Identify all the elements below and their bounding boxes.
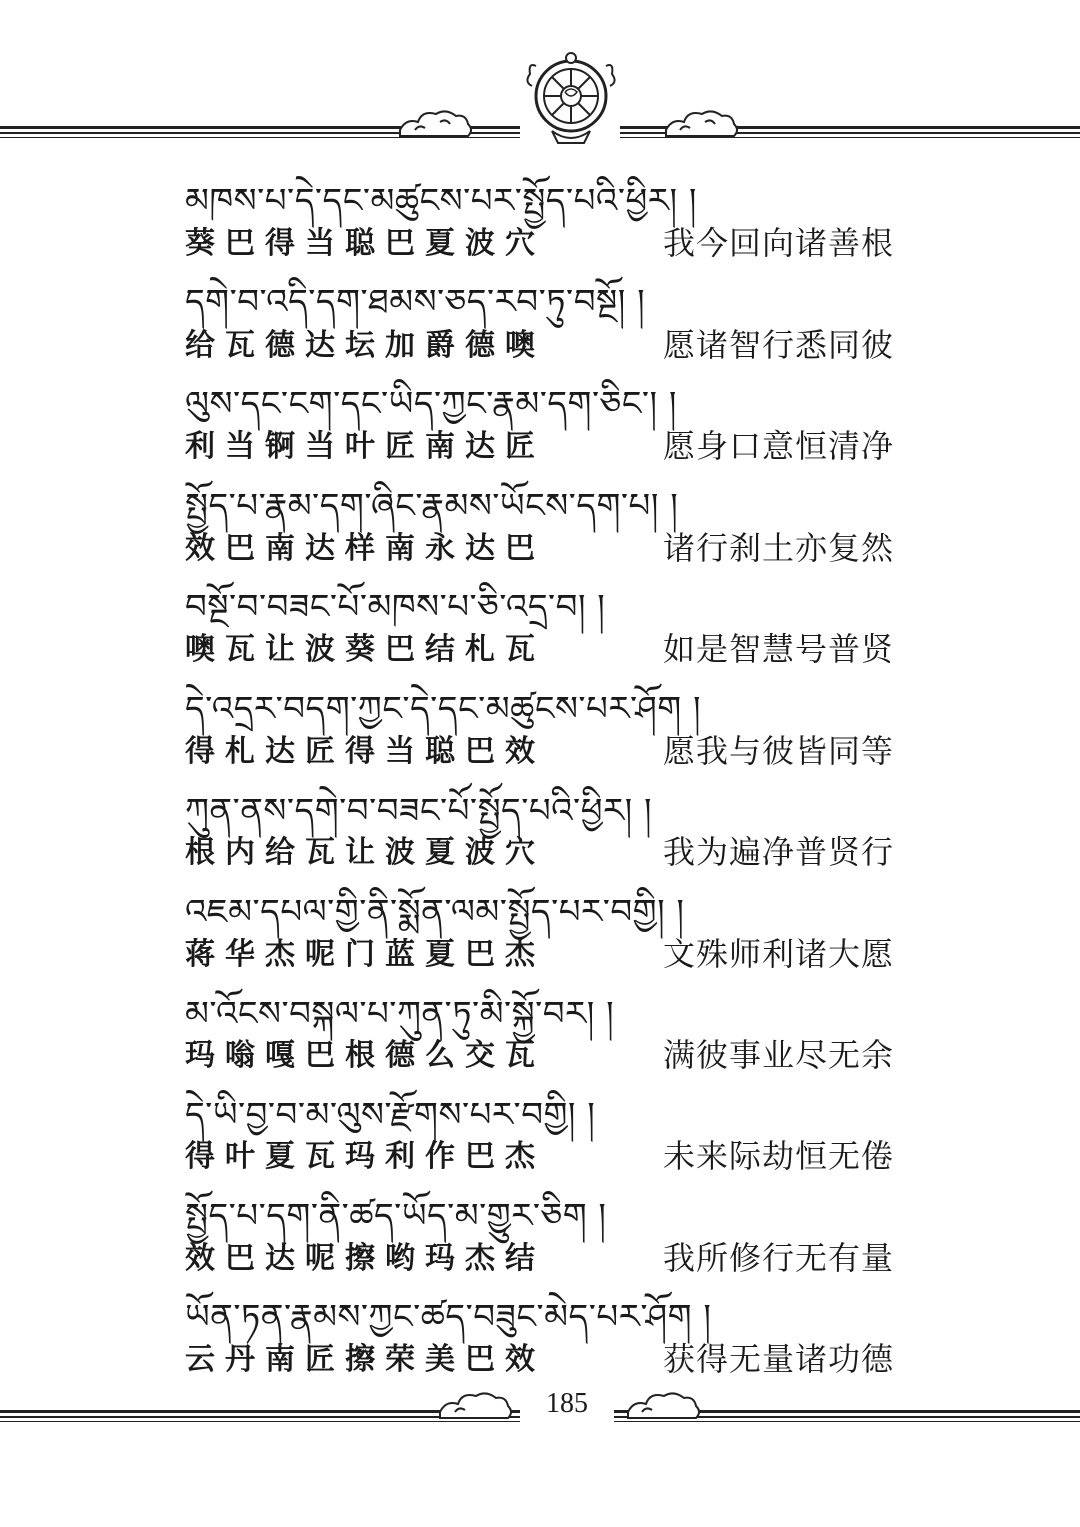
chinese-translation: 愿身口意恒清净 bbox=[663, 427, 895, 465]
transliteration-line: 给瓦德达坛加爵德噢 bbox=[185, 328, 545, 363]
tibetan-line: ཀུན་ནས་དགེ་བ་བཟང་པོ་སྤྱོད་པའི་ཕྱིར། ། bbox=[185, 791, 653, 831]
tibetan-line: མཁས་པ་དེ་དང་མཚུངས་པར་སྤྱོད་པའི་ཕྱིར། ། bbox=[185, 181, 697, 221]
tibetan-line: ཡོན་ཏན་རྣམས་ཀྱང་ཚད་བཟུང་མེད་པར་ཤོག ། bbox=[185, 1297, 712, 1337]
chinese-translation: 获得无量诸功德 bbox=[663, 1340, 895, 1378]
chinese-translation: 满彼事业尽无余 bbox=[663, 1036, 895, 1074]
chinese-translation: 愿我与彼皆同等 bbox=[663, 732, 895, 770]
header-ornament bbox=[0, 48, 1080, 148]
tibetan-line: དེ་འདྲར་བདག་ཀྱང་དེ་དང་མཚུངས་པར་ཤོག ། bbox=[185, 689, 702, 729]
tibetan-line: བསྔོ་བ་བཟང་པོ་མཁས་པ་ཅི་འདྲ་བ། ། bbox=[185, 587, 606, 627]
transliteration-line: 根内给瓦让波夏波穴 bbox=[185, 835, 545, 870]
cloud-left-icon bbox=[440, 1393, 511, 1418]
transliteration-line: 得札达匠得当聪巴效 bbox=[185, 734, 545, 769]
cloud-right-icon bbox=[628, 1393, 699, 1418]
transliteration-line: 效巴达呢擦哟玛杰结 bbox=[185, 1241, 545, 1276]
transliteration-line: 云丹南匠擦荣美巴效 bbox=[185, 1342, 545, 1377]
tibetan-line: དེ་ཡི་བྱ་བ་མ་ལུས་རྫོགས་པར་བགྱི། ། bbox=[185, 1095, 596, 1135]
tibetan-line: སྤྱོད་པ་དག་ནི་ཚད་ཡོད་མ་གྱུར་ཅིག ། bbox=[185, 1196, 607, 1236]
tibetan-line: འཇམ་དཔལ་གྱི་ནི་སྨོན་ལམ་སྤྱོད་པར་བགྱི། ། bbox=[185, 892, 685, 932]
tibetan-line: མ་འོངས་བསྐལ་པ་ཀུན་ཏུ་མི་སྐྱོ་བར། ། bbox=[185, 994, 615, 1034]
transliteration-line: 蒋华杰呢门蓝夏巴杰 bbox=[185, 937, 545, 972]
chinese-translation: 如是智慧号普贤 bbox=[663, 630, 895, 668]
transliteration-line: 效巴南达样南永达巴 bbox=[185, 531, 545, 566]
chinese-translation: 文殊师利诸大愿 bbox=[663, 935, 895, 973]
chinese-translation: 我今回向诸善根 bbox=[663, 224, 895, 262]
chinese-translation: 未来际劫恒无倦 bbox=[663, 1137, 895, 1175]
tibetan-line: དགེ་བ་འདི་དག་ཐམས་ཅད་རབ་ཏུ་བསྔོ། ། bbox=[185, 282, 646, 322]
chinese-translation: 我所修行无有量 bbox=[663, 1239, 895, 1277]
transliteration-line: 得叶夏瓦玛利作巴杰 bbox=[185, 1139, 545, 1174]
transliteration-line: 葵巴得当聪巴夏波穴 bbox=[185, 226, 545, 261]
transliteration-line: 噢瓦让波葵巴结札瓦 bbox=[185, 632, 545, 667]
cloud-left-icon bbox=[400, 111, 471, 136]
transliteration-line: 利当锕当叶匠南达匠 bbox=[185, 429, 545, 464]
transliteration-line: 玛嗡嘎巴根德么交瓦 bbox=[185, 1038, 545, 1073]
chinese-translation: 诸行刹土亦复然 bbox=[663, 529, 895, 567]
tibetan-line: ལུས་དང་ངག་དང་ཡིད་ཀྱང་རྣམ་དག་ཅིང་། ། bbox=[185, 384, 677, 424]
chinese-translation: 我为遍净普贤行 bbox=[663, 833, 895, 871]
chinese-translation: 愿诸智行悉同彼 bbox=[663, 326, 895, 364]
tibetan-line: སྤྱོད་པ་རྣམ་དག་ཞིང་རྣམས་ཡོངས་དག་པ། ། bbox=[185, 486, 679, 526]
cloud-right-icon bbox=[666, 111, 737, 136]
page-number: 185 bbox=[520, 1388, 614, 1428]
